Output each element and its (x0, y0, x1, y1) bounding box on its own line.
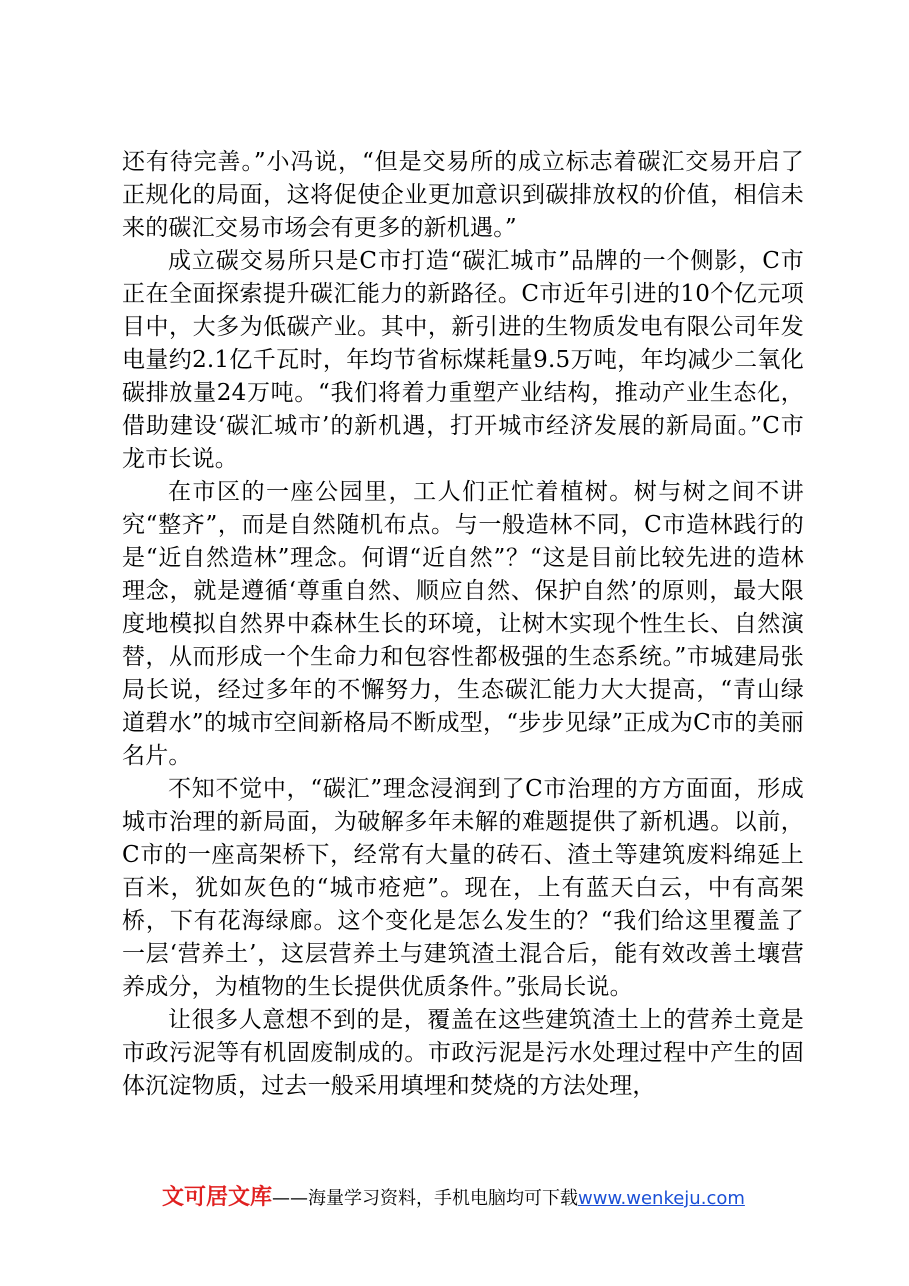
document-body (122, 146, 804, 1103)
paragraph-carbon-exchange: 成立碳交易所只是C市打造“碳汇城市”品牌的一个侧影，C市正在全面探索提升碳汇能力的新路径。C市近年引进的10个亿元项目中，大多为低碳产业。其中，新引进的生物质发电有限公司年发电量约2.1亿千瓦时，年均节省标煤耗量9.5万吨，年均减少二氧化碳排放量24万吨。“我们将着力重塑产业结构，推动产业生态化，借助建设‘碳汇城市’的新机遇，打开城市经济发展的新局面。”C市龙市长说。 (122, 248, 804, 472)
footer-slogan: ——海量学习资料，手机电脑均可下载 (272, 1188, 579, 1209)
footer-brand: 文可居文库 (162, 1185, 273, 1210)
paragraph-continuation: 还有待完善。”小冯说，“但是交易所的成立标志着碳汇交易开启了正规化的局面，这将促使企业更加意识到碳排放权的价值，相信未来的碳汇交易市场会有更多的新机遇。” (122, 149, 804, 241)
paragraph-city-governance: 不知不觉中，“碳汇”理念浸润到了C市治理的方方面面，形成城市治理的新局面，为破解多年未解的难题提供了新机遇。以前，C市的一座高架桥下，经常有大量的砖石、渣土等建筑废料绵延上百米，犹如灰色的“城市疮疤”。现在，上有蓝天白云，中有高架桥，下有花海绿廊。这个变化是怎么发生的？“我们给这里覆盖了一层‘营养土’，这层营养土与建筑渣土混合后，能有效改善土壤营养成分，为植物的生长提供优质条件。”张局长说。 (122, 776, 804, 1000)
footer-website-link[interactable]: www.wenkeju.com (578, 1188, 745, 1209)
paragraph-municipal-sludge: 让很多人意想不到的是，覆盖在这些建筑渣土上的营养土竟是市政污泥等有机固废制成的。市政污泥是污水处理过程中产生的固体沉淀物质，过去一般采用填埋和焚烧的方法处理， (122, 1007, 804, 1099)
paragraph-afforestation: 在市区的一座公园里，工人们正忙着植树。树与树之间不讲究“整齐”，而是自然随机布点。与一般造林不同，C市造林践行的是“近自然造林”理念。何谓“近自然”？“这是目前比较先进的造林理念，就是遵循‘尊重自然、顺应自然、保护自然’的原则，最大限度地模拟自然界中森林生长的环境，让树木实现个性生长、自然演替，从而形成一个生命力和包容性都极强的生态系统。”市城建局张局长说，经过多年的不懈努力，生态碳汇能力大大提高，“青山绿道碧水”的城市空间新格局不断成型，“步步见绿”正成为C市的美丽名片。 (122, 479, 804, 769)
page-footer (162, 1183, 802, 1213)
